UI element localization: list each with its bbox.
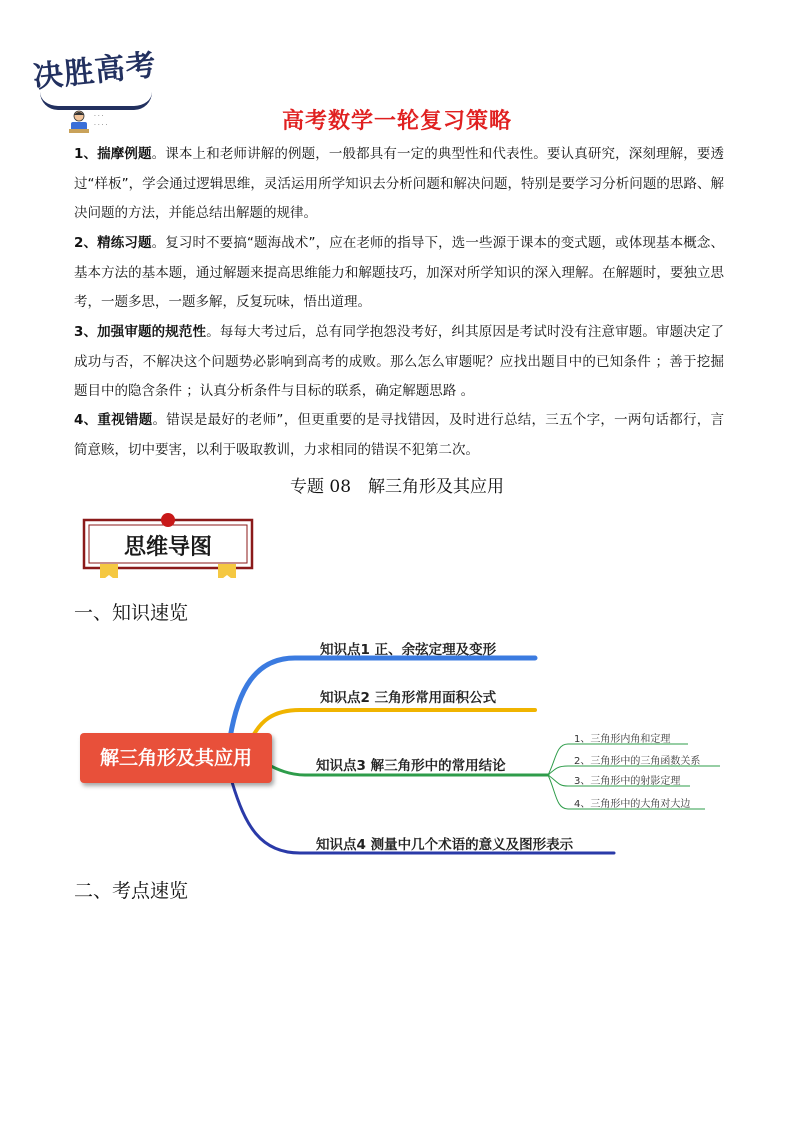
knowledge-point-4: 知识点4 测量中几个术语的意义及图形表示 bbox=[316, 837, 574, 853]
branch-connector-2 bbox=[252, 710, 535, 738]
strategy-body: 。错误是最好的老师”，但更重要的是寻找错因，及时进行总结，三五个字，一两句话都行，言简意赅，切中要害，以利于吸取教训，力求相同的错误不犯第二次。 bbox=[74, 412, 724, 458]
strategy-paragraph-3 bbox=[74, 318, 724, 407]
sub-item-3: 3、三角形中的射影定理 bbox=[574, 776, 681, 787]
strategy-body: 。每每大考过后，总有同学抱怨没考好，纠其原因是考试时没有注意审题。审题决定了成功与否，不解决这个问题势必影响到高考的成败。那么怎么审题呢？应找出题目中的已知条件 ；善于挖掘题目中的隐含条件 ；认真分析条件与目标的联系，确定解题思路 。 bbox=[74, 324, 724, 399]
knowledge-point-3: 知识点3 解三角形中的常用结论 bbox=[316, 758, 506, 774]
strategy-body: 。复习时不要搞“题海战术”，应在老师的指导下，选一些源于课本的变式题，或体现基本概念、基本方法的基本题，通过解题来提高思维能力和解题技巧，加深对所学知识的深入理解。在解题时，要独立思考，一题多思，一题多解，反复玩味，悟出道理。 bbox=[74, 235, 724, 310]
sub-item-4: 4、三角形中的大角对大边 bbox=[574, 799, 691, 810]
section-heading-exam-points: 二、考点速览 bbox=[74, 880, 189, 902]
topic-title: 专题 08 解三角形及其应用 bbox=[289, 477, 505, 497]
mindmap-root: 解三角形及其应用 bbox=[80, 733, 272, 783]
strategy-paragraph-2 bbox=[74, 229, 724, 318]
logo-text: 决胜高考 bbox=[31, 47, 159, 96]
badge-label: 思维导图 bbox=[123, 535, 212, 560]
mindmap-badge bbox=[82, 512, 254, 578]
strategy-paragraph-1 bbox=[74, 140, 724, 229]
strategy-paragraph-4 bbox=[74, 406, 724, 465]
knowledge-point-1: 知识点1 正、余弦定理及变形 bbox=[320, 642, 497, 658]
strategy-heading: 2、精练习题 bbox=[74, 235, 152, 251]
strategy-heading: 3、加强审题的规范性 bbox=[74, 324, 207, 340]
strategy-heading: 4、重视错题 bbox=[74, 412, 153, 428]
mindmap bbox=[0, 620, 794, 870]
sub-item-2: 2、三角形中的三角函数关系 bbox=[574, 756, 701, 767]
logo-caption-marks: · · · · · · · bbox=[94, 113, 108, 129]
page-title: 高考数学一轮复习策略 bbox=[281, 109, 512, 134]
strategy-body: 。课本上和老师讲解的例题，一般都具有一定的典型性和代表性。要认真研究，深刻理解，要透过“样板”，学会通过逻辑思维，灵活运用所学知识去分析问题和解决问题，特别是要学习分析问题的思路、解决问题的方法，并能总结出解题的规律。 bbox=[74, 146, 724, 221]
sub-item-1: 1、三角形内角和定理 bbox=[574, 734, 671, 745]
knowledge-point-2: 知识点2 三角形常用面积公式 bbox=[320, 690, 497, 706]
strategy-heading: 1、揣摩例题 bbox=[74, 146, 152, 162]
section-heading-knowledge: 一、知识速览 bbox=[74, 602, 189, 624]
